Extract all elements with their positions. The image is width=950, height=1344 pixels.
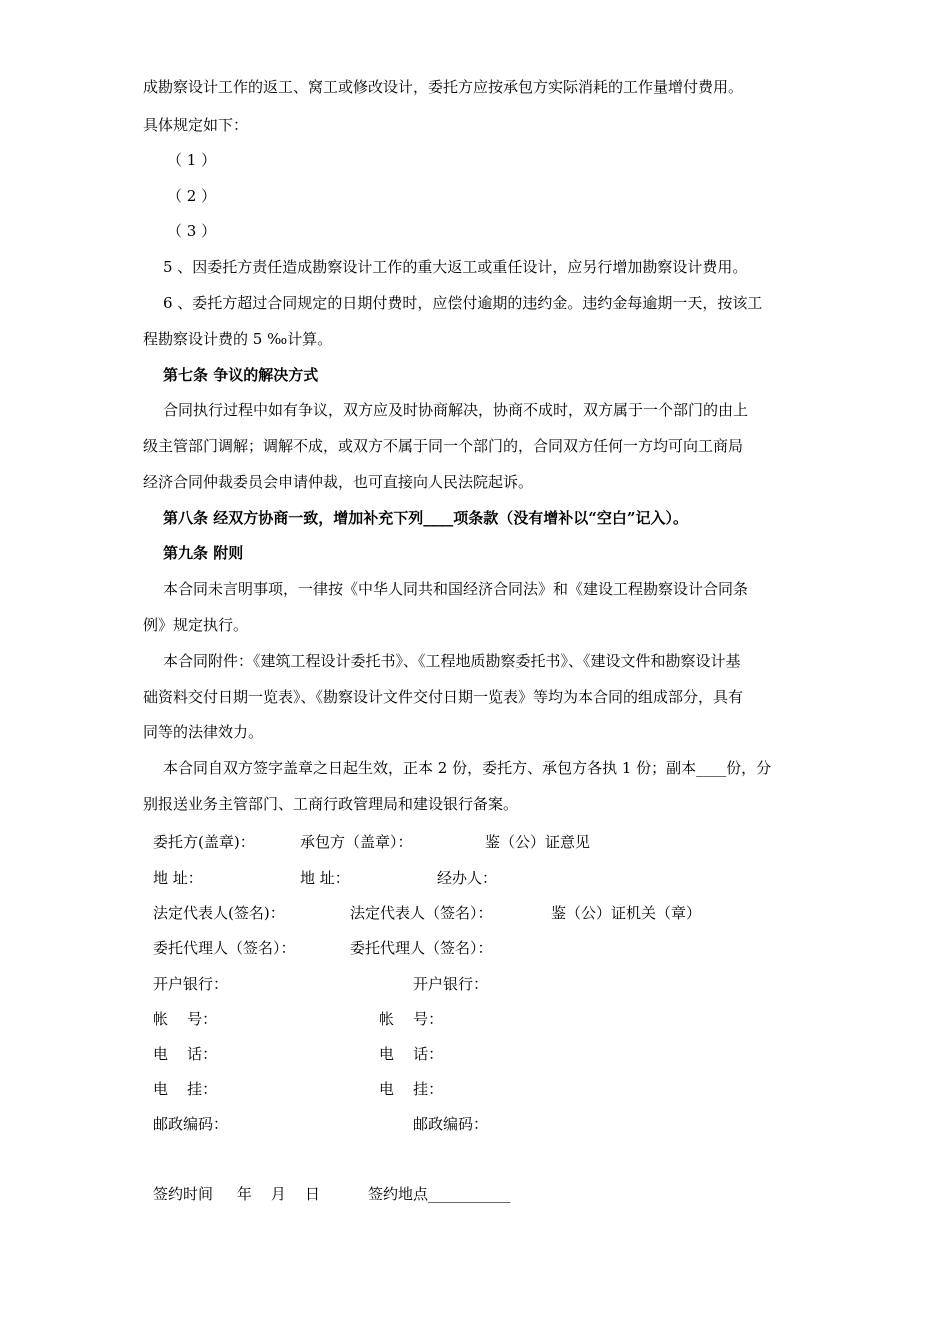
client-postcode-label: 邮政编码： <box>153 1115 229 1133</box>
paragraph-line: 本合同附件：《建筑工程设计委托书》、《工程地质勘察委托书》、《建设文件和勘察设计基 <box>163 652 741 670</box>
client-phone-label: 电 话： <box>153 1045 218 1063</box>
paragraph-line: 础资料交付日期一览表》、《勘察设计文件交付日期一览表》等均为本合同的组成部分，具有 <box>143 688 744 706</box>
client-telegraph-label: 电 挂： <box>153 1080 218 1098</box>
list-item: （ 2 ） <box>167 187 217 205</box>
paragraph-line: 经济合同仲裁委员会申请仲裁，也可直接向人民法院起诉。 <box>143 473 534 491</box>
contractor-agent-label: 委托代理人（签名）： <box>350 939 493 957</box>
contractor-seal-label: 承包方（盖章）： <box>300 833 413 851</box>
client-account-label: 帐 号： <box>153 1010 218 1028</box>
paragraph-line: 具体规定如下： <box>143 116 249 134</box>
sign-time-label: 签约时间 年 月 日 <box>153 1185 320 1203</box>
handler-label: 经办人： <box>437 869 498 887</box>
paragraph-line: 本合同自双方签字盖章之日起生效，正本 2 份，委托方、承包方各执 1 份；副本____份，分 <box>163 759 772 777</box>
paragraph-line: 别报送业务主管部门、工商行政管理局和建设银行备案。 <box>143 795 519 813</box>
clause-5: 5 、因委托方责任造成勘察设计工作的重大返工或重任设计，应另行增加勘察设计费用。 <box>163 258 748 276</box>
contractor-postcode-label: 邮政编码： <box>413 1115 489 1133</box>
client-bank-label: 开户银行： <box>153 975 229 993</box>
article-8-heading: 第八条 经双方协商一致，增加补充下列____项条款（没有增补以“空白”记入）。 <box>163 509 688 527</box>
sign-place-label: 签约地点___________ <box>368 1185 511 1203</box>
contractor-address-label: 地 址： <box>300 869 350 887</box>
contractor-telegraph-label: 电 挂： <box>379 1080 444 1098</box>
notary-seal-label: 鉴（公）证机关（章） <box>551 904 702 922</box>
clause-6-continued: 程勘察设计费的 5 ‰计算。 <box>143 330 333 348</box>
paragraph-line: 例》规定执行。 <box>143 616 249 634</box>
contractor-bank-label: 开户银行： <box>413 975 489 993</box>
list-item: （ 3 ） <box>167 222 217 240</box>
contractor-account-label: 帐 号： <box>379 1010 444 1028</box>
paragraph-line: 本合同未言明事项，一律按《中华人同共和国经济合同法》和《建设工程勘察设计合同条 <box>163 580 749 598</box>
clause-6: 6 、委托方超过合同规定的日期付费时，应偿付逾期的违约金。违约金每逾期一天，按该工 <box>163 294 763 312</box>
contractor-legal-rep-label: 法定代表人（签名）： <box>350 904 493 922</box>
paragraph-line: 成勘察设计工作的返工、窝工或修改设计，委托方应按承包方实际消耗的工作量增付费用。 <box>143 78 744 96</box>
client-agent-label: 委托代理人（签名）： <box>153 939 296 957</box>
client-legal-rep-label: 法定代表人(签名)： <box>153 904 285 922</box>
article-7-heading: 第七条 争议的解决方式 <box>163 366 319 384</box>
list-item: （ 1 ） <box>167 151 217 169</box>
client-address-label: 地 址： <box>153 869 203 887</box>
paragraph-line: 级主管部门调解；调解不成，或双方不属于同一个部门的，合同双方任何一方均可向工商局 <box>143 437 744 455</box>
paragraph-line: 合同执行过程中如有争议，双方应及时协商解决，协商不成时，双方属于一个部门的由上 <box>163 401 749 419</box>
client-seal-label: 委托方(盖章)： <box>153 833 255 851</box>
article-9-heading: 第九条 附则 <box>163 544 244 562</box>
contractor-phone-label: 电 话： <box>379 1045 444 1063</box>
notary-opinion-label: 鉴（公）证意见 <box>485 833 591 851</box>
paragraph-line: 同等的法律效力。 <box>143 723 264 741</box>
